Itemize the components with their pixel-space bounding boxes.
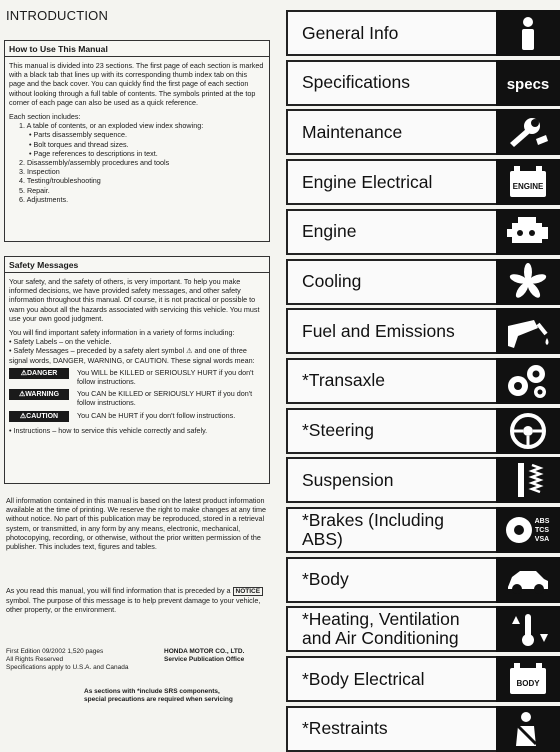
tab-transaxle[interactable]: [286, 358, 560, 404]
tab-brakes-including-abs[interactable]: [286, 507, 560, 553]
srs-note-line-2: special precautions are required when servicing: [84, 696, 233, 703]
notice-pre: As you read this manual, you will find information that is preceded by a: [6, 586, 231, 595]
rights-line: All Rights Reserved: [6, 656, 64, 663]
safety-paragraph: Your safety, and the safety of others, is very important. To help you make informed decisions, we have provided safety messages, and other safety information throughout this manual. Of course, it is not practical or possible to warn you about all the hazards associated with servicing this vehicle. You must use your own good judgment.: [9, 277, 260, 323]
safety-messages-item: • Safety Messages – preceded by a safety alert symbol ⚠ and one of three signal words, DANGER, WARNING, or CAUTION. These signal words mean:: [9, 346, 255, 365]
includes-list-item: 1. A table of contents, or an exploded view index showing:: [19, 121, 204, 131]
danger-badge: ⚠DANGER: [9, 368, 69, 379]
tab-label: Specifications: [302, 72, 410, 93]
includes-list-item: 6. Adjustments.: [19, 194, 69, 204]
tab-restraints[interactable]: [286, 706, 560, 752]
how-to-heading: How to Use This Manual: [5, 41, 269, 57]
tab-label: Engine: [302, 221, 357, 242]
notice-paragraph: [6, 586, 268, 615]
danger-signal: [9, 368, 265, 386]
page-title: INTRODUCTION: [6, 8, 109, 23]
safety-heading: Safety Messages: [5, 257, 269, 273]
tab-label: *Body: [302, 569, 349, 590]
tab-label: *Heating, Ventilation and Air Conditioning: [302, 609, 460, 649]
tab-heating-ventilation-and-air-conditioning[interactable]: [286, 606, 560, 652]
office-name: Service Publication Office: [164, 656, 245, 663]
srs-note-line-1: As sections with *include SRS components,: [84, 688, 220, 695]
warning-signal: [9, 389, 265, 407]
steering-wheel-icon: [496, 408, 560, 454]
company-name: HONDA MOTOR CO., LTD.: [164, 648, 245, 655]
tab-label: *Transaxle: [302, 370, 385, 391]
tab-label: Engine Electrical: [302, 171, 433, 192]
tab-suspension[interactable]: [286, 457, 560, 503]
engine-icon: [496, 209, 560, 255]
tab-label: General Info: [302, 22, 399, 43]
tab-label: *Body Electrical: [302, 668, 425, 689]
battery-label: ENGINE: [512, 182, 544, 192]
instructions-item: • Instructions – how to service this vehicle correctly and safely.: [9, 425, 208, 435]
specs-text: specs: [506, 75, 550, 93]
tab-label: Maintenance: [302, 121, 403, 142]
notice-post: symbol. The purpose of this message is to help prevent damage to your vehicle, other property, or the environment.: [6, 596, 261, 615]
tab-cooling[interactable]: [286, 259, 560, 305]
specs-line: Specifications apply to U.S.A. and Canada: [6, 664, 129, 671]
thermometer-icon: [496, 606, 560, 652]
tab-label: *Brakes (Including ABS): [302, 510, 445, 549]
brake-label: TCS: [535, 527, 549, 534]
brake-disc-icon: [496, 507, 560, 553]
warning-text: You CAN be KILLED or SERIOUSLY HURT if you don't follow instructions.: [77, 389, 253, 408]
tab-specifications[interactable]: [286, 60, 560, 106]
tab-maintenance[interactable]: [286, 109, 560, 155]
body-battery-icon: [496, 656, 560, 702]
tab-label: *Steering: [302, 420, 374, 441]
introduction-page: [0, 0, 282, 746]
includes-list-item: • Bolt torques and thread sizes.: [29, 139, 129, 149]
srs-note: [84, 688, 233, 704]
brake-label: VSA: [534, 536, 550, 543]
tab-label: Cooling: [302, 271, 362, 291]
danger-text: You WILL be KILLED or SERIOUSLY HURT if you don't follow instructions.: [77, 367, 254, 387]
includes-intro: Each section includes:: [9, 112, 81, 122]
brake-label: ABS: [534, 518, 550, 525]
wrench-icon: [496, 109, 560, 155]
find-intro: You will find important safety information in a variety of forms including:: [9, 328, 235, 338]
tab-engine-electrical[interactable]: [286, 159, 560, 205]
includes-list-item: 2. Disassembly/assembly procedures and tools: [19, 158, 170, 168]
fuel-nozzle-icon: [496, 308, 560, 354]
caution-signal: [9, 411, 265, 422]
how-to-use-box: [4, 40, 270, 242]
publisher-info: [164, 648, 244, 664]
gears-icon: [496, 358, 560, 404]
edition-info: [6, 648, 129, 672]
caution-text: You CAN be HURT if you don't follow instructions.: [77, 410, 236, 420]
section-thumb-index: [286, 0, 560, 746]
tab-steering[interactable]: [286, 408, 560, 454]
safety-messages-box: [4, 256, 270, 484]
engine-battery-icon: [496, 159, 560, 205]
includes-list-item: 5. Repair.: [19, 185, 50, 195]
caution-badge: ⚠CAUTION: [9, 411, 69, 422]
includes-list-item: 3. Inspection: [19, 167, 60, 177]
includes-list-item: • Parts disassembly sequence.: [29, 130, 127, 140]
info-paragraph: All information contained in this manual is based on the latest product information available at the time of printing. We reserve the right to make changes at any time without notice. No part of this publication may be reproduced, stored in a retrieval system, or transmitted, in any form by any means, electronic, mechanical, photocopying, recording, or otherwise, without the prior written permission of the publisher. This includes text, figures and tables.: [6, 496, 266, 552]
edition-line: First Edition 09/2002 1,520 pages: [6, 648, 104, 655]
how-to-paragraph: This manual is divided into 23 sections. The first page of each section is marked with a black tab that lines up with its corresponding thumb index tab on this page and the back cover. You can quickly find the first page of each section without looking through a full table of contents. The symbols printed at the top corner of each page can also be used as a quick reference.: [9, 61, 264, 107]
tab-label: Suspension: [302, 469, 394, 490]
shock-absorber-icon: [496, 457, 560, 503]
specs-icon: [496, 60, 560, 106]
tab-label: Fuel and Emissions: [302, 320, 455, 341]
seatbelt-icon: [496, 706, 560, 752]
tab-fuel-and-emissions[interactable]: [286, 308, 560, 354]
tab-label: *Restraints: [302, 718, 388, 739]
car-body-icon: [496, 557, 560, 603]
safety-labels-item: • Safety Labels – on the vehicle.: [9, 337, 112, 347]
warning-badge: ⚠WARNING: [9, 389, 69, 400]
notice-symbol: NOTICE: [233, 587, 264, 596]
tab-engine[interactable]: [286, 209, 560, 255]
includes-list-item: • Page references to descriptions in text.: [29, 148, 158, 158]
tab-general-info[interactable]: [286, 10, 560, 56]
includes-list-item: 4. Testing/troubleshooting: [19, 176, 101, 186]
info-icon: [496, 10, 560, 56]
tab-body-electrical[interactable]: [286, 656, 560, 702]
battery-label: BODY: [516, 679, 540, 689]
fan-icon: [496, 259, 560, 305]
section-includes-list: [9, 121, 265, 204]
tab-body[interactable]: [286, 557, 560, 603]
